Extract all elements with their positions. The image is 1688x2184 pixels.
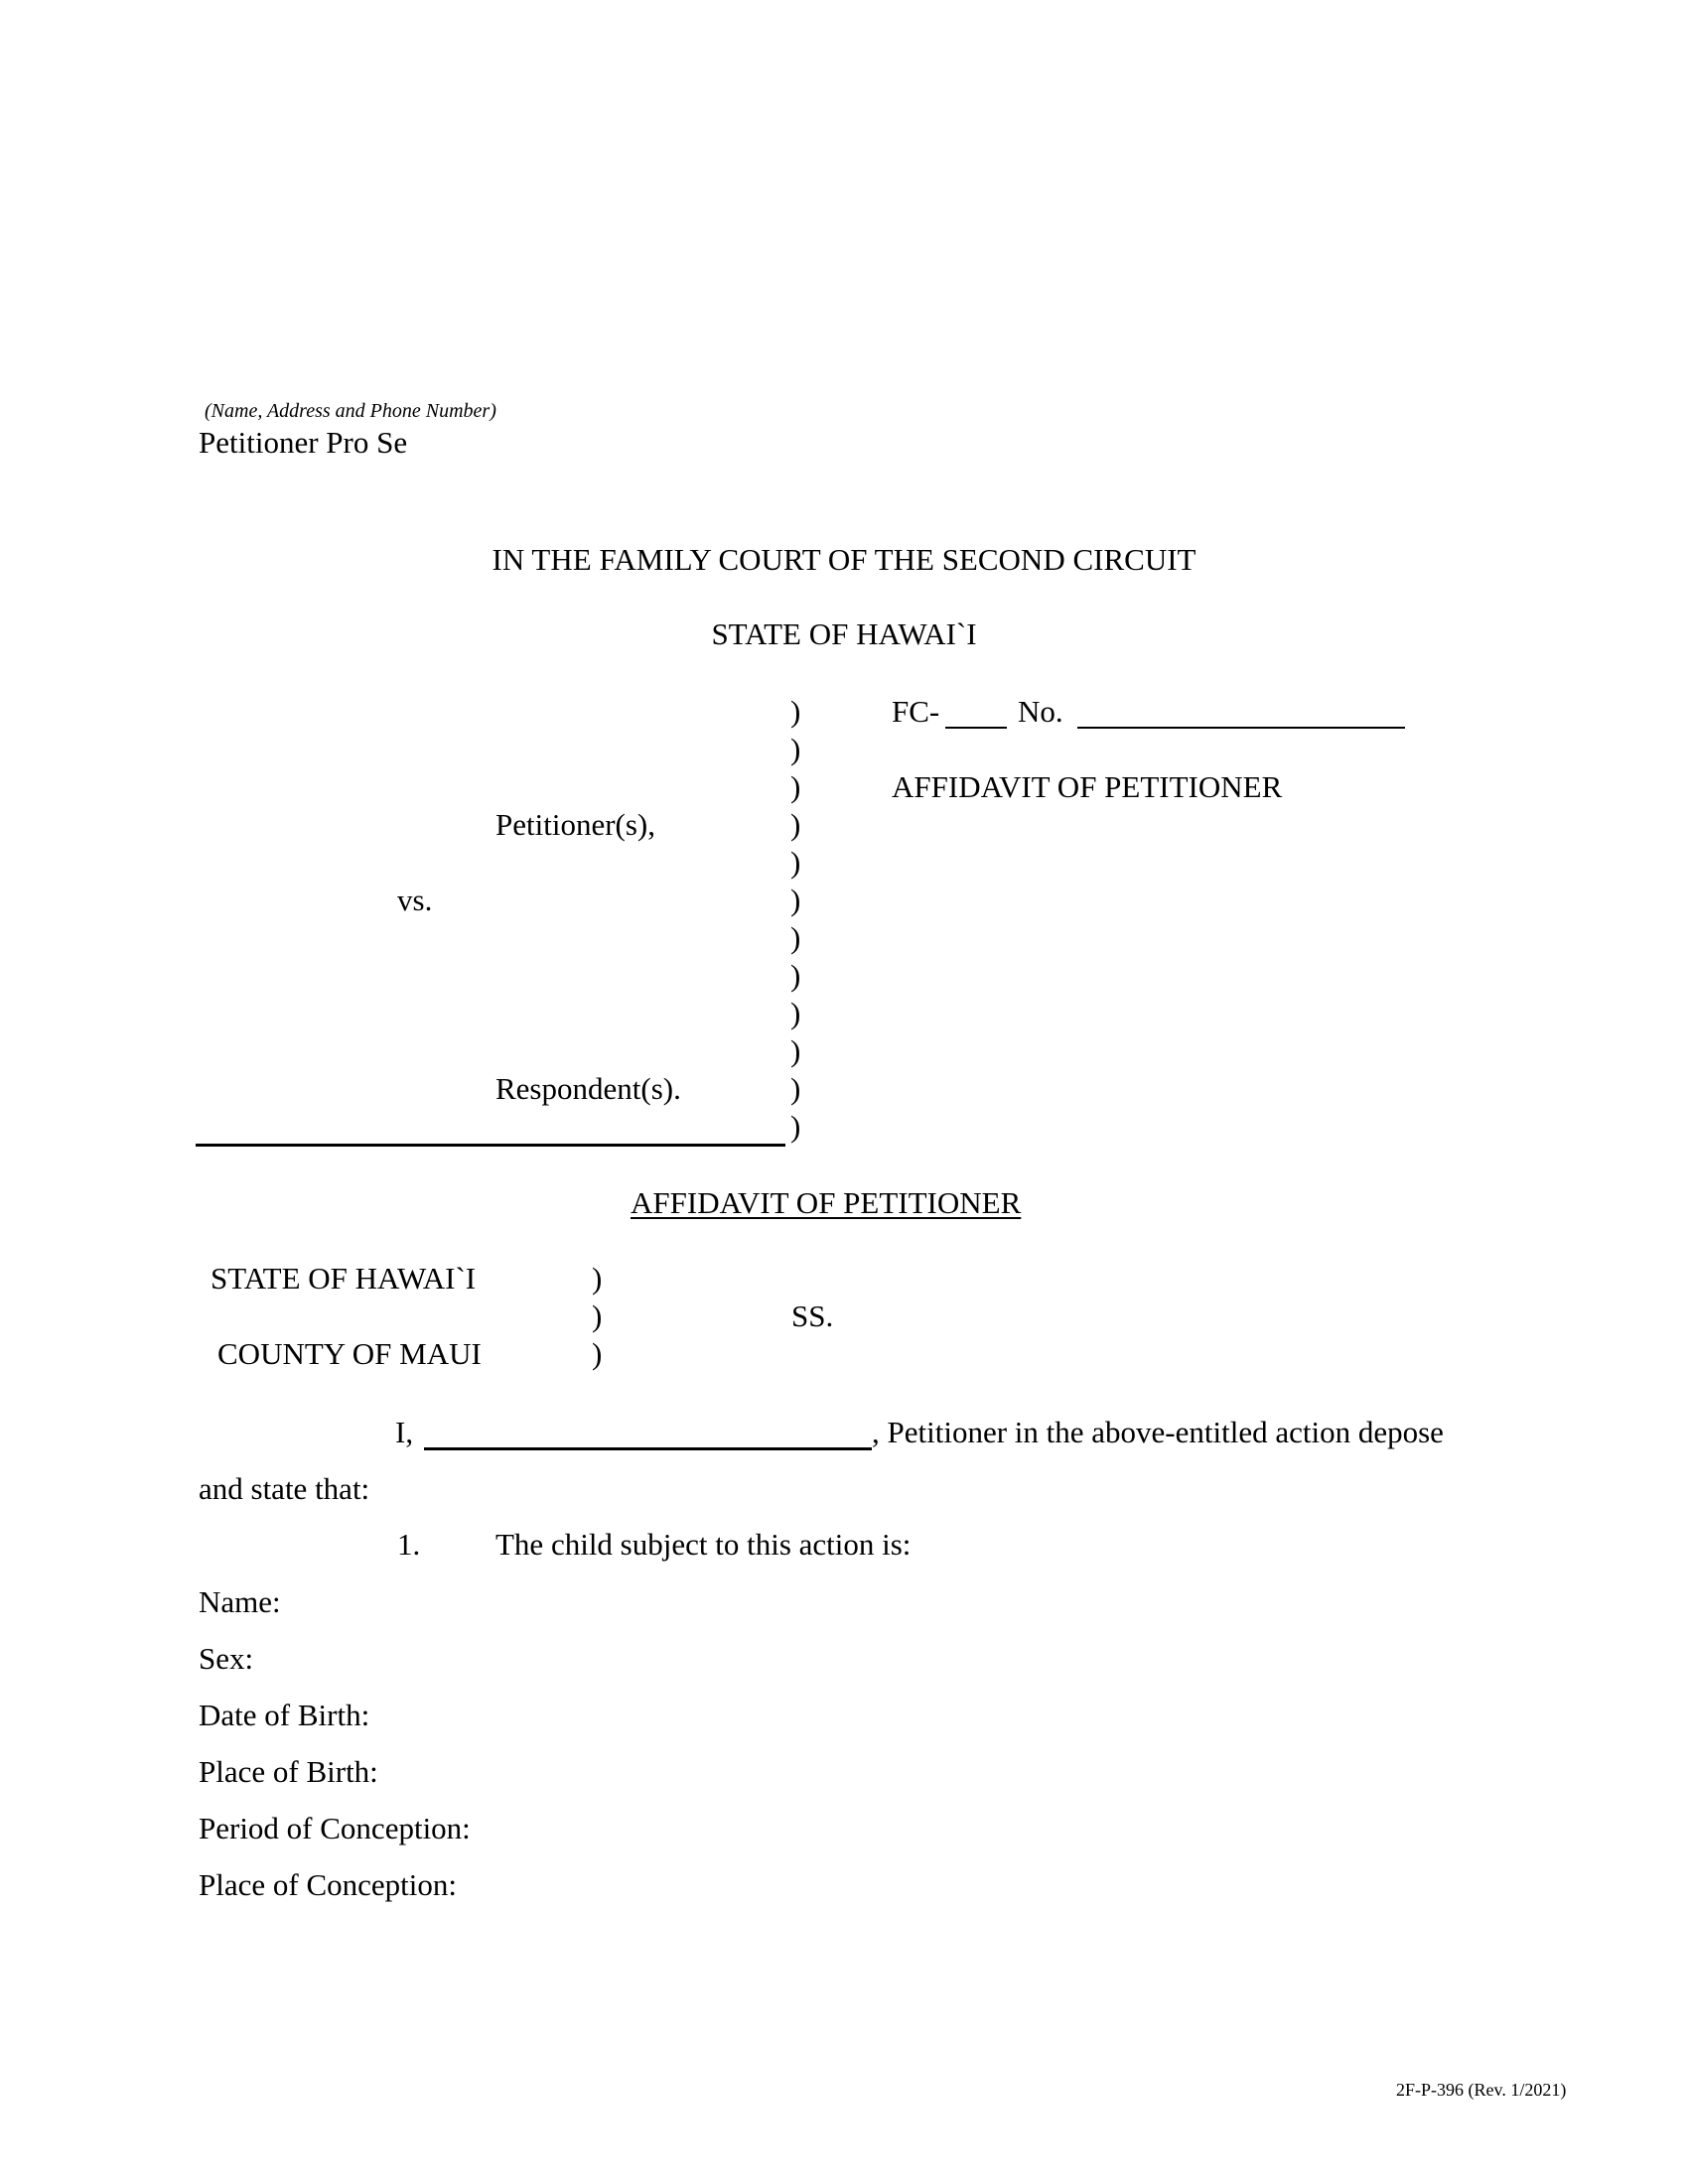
- caption-paren: ): [790, 732, 801, 766]
- child-field-conception-period-label: Period of Conception:: [199, 1811, 471, 1845]
- affidavit-heading: AFFIDAVIT OF PETITIONER: [631, 1185, 1022, 1220]
- caption-paren: ): [790, 807, 801, 842]
- caption-paren: ): [790, 1109, 801, 1144]
- court-title-text: IN THE FAMILY COURT OF THE SECOND CIRCUIT: [492, 542, 1196, 577]
- deposition-prefix: I,: [395, 1415, 414, 1449]
- child-sex-input[interactable]: [266, 1643, 1160, 1675]
- court-title: [0, 542, 1688, 578]
- versus-label: vs.: [397, 883, 433, 917]
- caption-paren: ): [790, 845, 801, 880]
- child-dob-input[interactable]: [387, 1700, 1281, 1731]
- fc-prefix-field[interactable]: [945, 695, 1007, 729]
- item-1-text: The child subject to this action is:: [495, 1527, 912, 1562]
- respondent-label: Respondent(s).: [495, 1071, 681, 1106]
- venue-county: COUNTY OF MAUI: [217, 1336, 482, 1371]
- case-number-field[interactable]: [1077, 695, 1405, 729]
- child-conception-place-input[interactable]: [482, 1869, 1375, 1901]
- caption-paren: ): [790, 883, 801, 917]
- venue-ss: SS.: [791, 1298, 834, 1333]
- petitioner-name-field[interactable]: [424, 1416, 872, 1450]
- child-field-sex-label: Sex:: [199, 1641, 254, 1676]
- caption-document-title: AFFIDAVIT OF PETITIONER: [892, 769, 1283, 804]
- child-field-name-label: Name:: [199, 1584, 281, 1619]
- caption-paren: ): [790, 1071, 801, 1106]
- form-id: 2F-P-396 (Rev. 1/2021): [1396, 2080, 1567, 2100]
- child-pob-input[interactable]: [397, 1756, 1291, 1788]
- contact-info-note: (Name, Address and Phone Number): [205, 400, 496, 422]
- caption-paren: ): [790, 920, 801, 955]
- court-state: [0, 616, 1688, 652]
- case-number-label: No.: [1018, 694, 1063, 729]
- court-state-text: STATE OF HAWAI`I: [711, 616, 977, 651]
- caption-paren: ): [790, 1033, 801, 1068]
- deposition-continuation: and state that:: [199, 1471, 370, 1506]
- venue-state: STATE OF HAWAI`I: [211, 1261, 477, 1296]
- child-conception-period-input[interactable]: [496, 1813, 1390, 1844]
- venue-paren: ): [592, 1336, 603, 1371]
- caption-paren: ): [790, 769, 801, 804]
- child-name-input[interactable]: [298, 1586, 1192, 1618]
- venue-paren: ): [592, 1298, 603, 1333]
- caption-bottom-rule: [196, 1144, 785, 1147]
- caption-paren: ): [790, 694, 801, 729]
- caption-paren: ): [790, 996, 801, 1030]
- item-1-number: 1.: [397, 1527, 421, 1562]
- venue-paren: ): [592, 1261, 603, 1296]
- case-number-prefix: FC-: [892, 694, 940, 729]
- caption-paren: ): [790, 958, 801, 993]
- party-designation: Petitioner Pro Se: [199, 425, 408, 460]
- child-field-pob-label: Place of Birth:: [199, 1754, 378, 1789]
- child-field-dob-label: Date of Birth:: [199, 1698, 370, 1732]
- deposition-suffix: , Petitioner in the above-entitled action depose: [872, 1415, 1444, 1449]
- petitioner-label: Petitioner(s),: [495, 807, 655, 842]
- child-field-conception-place-label: Place of Conception:: [199, 1867, 457, 1902]
